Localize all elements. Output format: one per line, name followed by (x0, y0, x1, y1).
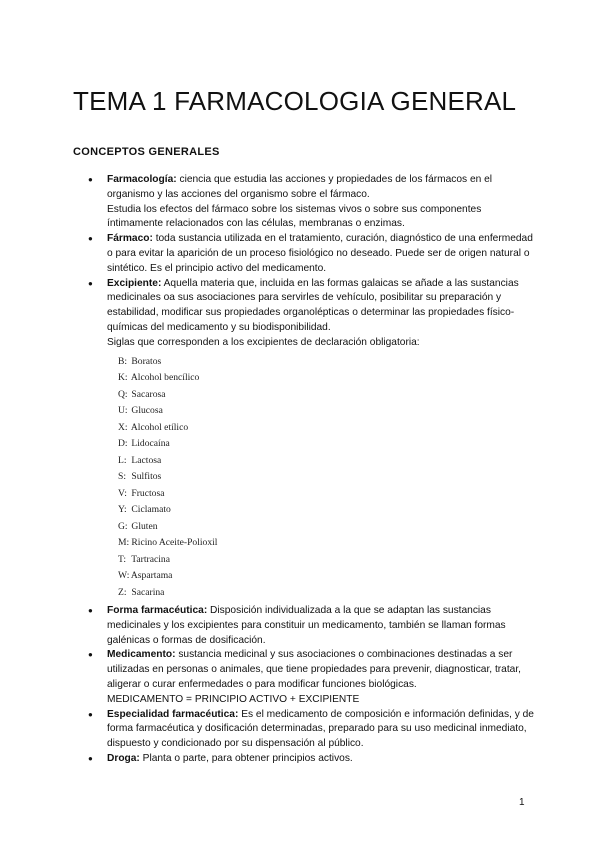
term: Medicamento: (107, 649, 176, 661)
section-heading: CONCEPTOS GENERALES (73, 146, 220, 158)
sigla-item (118, 453, 537, 470)
list-item-medicamento (107, 648, 537, 707)
sigla-name: Fructosa (131, 487, 165, 499)
document-title: TEMA 1 FARMACOLOGIA GENERAL (73, 86, 517, 116)
definition-extra: Estudia los efectos del fármaco sobre los sistemas vivos o sobre sus componentes íntimamente relacionados con las células, membranas o enzimas. (107, 203, 482, 230)
sigla-item (118, 420, 537, 437)
sigla-item (118, 552, 537, 569)
definition-extra: Siglas que corresponden a los excipientes de declaración obligatoria: (107, 336, 420, 348)
sigla-item (118, 535, 537, 552)
sigla-name: Boratos (131, 355, 162, 367)
definition: ciencia que estudia las acciones y propiedades de los fármacos en el organismo y las acciones del organismo sobre el fármaco. (107, 174, 493, 200)
definition: sustancia medicinal y sus asociaciones o combinaciones destinadas a ser utilizadas en personas o animales, que tiene propiedades para prevenir, diagnosticar, tratar, aligerar o curar enfermedades o para modificar funciones biológicas. (107, 649, 521, 691)
sigla-name: Sulfitos (131, 471, 162, 483)
definition: Es el medicamento de composición e información definidas, y de forma farmacéutica y dosificación determinadas, preparado para su uso medicinal inmediato, dispuesto y condicionado por su dispensación al público. (107, 708, 534, 750)
definition: Planta o parte, para obtener principios activos. (139, 753, 353, 765)
sigla-code: W: (118, 570, 130, 582)
list-item-farmaco (107, 232, 537, 276)
list-item-excipiente (107, 277, 537, 601)
sigla-item (118, 486, 537, 503)
sigla-code: T: (118, 553, 127, 565)
term: Droga: (107, 753, 140, 765)
sigla-code: B: (118, 355, 128, 367)
sigla-code: K: (118, 372, 128, 384)
sigla-item (118, 436, 537, 453)
list-item-forma-farmaceutica (107, 604, 537, 648)
sigla-item (118, 585, 537, 602)
sigla-item (118, 469, 537, 486)
definition: Disposición individualizada a la que se adaptan las sustancias medicinales y los excipientes para constituir un medicamento, también se llaman formas galénicas o formas de dosificación. (107, 605, 506, 646)
sigla-name: Alcohol bencílico (130, 372, 200, 384)
sigla-code: S: (118, 471, 127, 483)
sigla-item (118, 502, 537, 519)
definition: toda sustancia utilizada en el tratamiento, curación, diagnóstico de una enfermedad o para evitar la aparición de un proceso fisiológico no deseado. Puede ser de origen natural o sintético. Es el principio activo del medicamento. (107, 233, 533, 274)
sigla-code: Z: (118, 586, 127, 598)
sigla-name: Ricino Aceite-Polioxil (131, 537, 218, 549)
sigla-item (118, 370, 537, 387)
term: Especialidad farmacéutica: (107, 708, 239, 720)
sigla-code: L: (118, 454, 127, 466)
sigla-item (118, 403, 537, 420)
term: Fármaco: (107, 233, 153, 245)
concept-list (107, 173, 537, 767)
definition-extra: MEDICAMENTO = PRINCIPIO ACTIVO + EXCIPIENTE (107, 693, 360, 705)
sigla-code: D: (118, 438, 128, 450)
sigla-name: Gluten (131, 520, 158, 532)
sigla-code: X: (118, 421, 128, 433)
list-item-droga (107, 752, 537, 767)
sigla-code: Y: (118, 504, 127, 516)
sigla-name: Glucosa (131, 405, 163, 417)
sigla-code: U: (118, 405, 128, 417)
siglas-list (118, 354, 537, 602)
sigla-name: Ciclamato (131, 504, 171, 516)
term: Farmacología: (107, 174, 177, 185)
sigla-name: Lactosa (131, 454, 162, 466)
sigla-code: V: (118, 487, 127, 499)
list-item-especialidad-farmaceutica (107, 708, 537, 752)
sigla-code: M: (118, 537, 130, 549)
sigla-name: Alcohol etílico (130, 421, 189, 433)
term: Excipiente: (107, 277, 162, 289)
definition: Aquella materia que, incluida en las formas galaicas se añade a las sustancias medicinales oa sus asociaciones para servirles de vehículo, posibilitar su preparación y estabilidad, modificar sus propiedades organolépticas o determinar las propiedades físico-químicas del medicamento y su biodisponibilidad. (107, 277, 519, 333)
sigla-item (118, 568, 537, 585)
list-item-farmacologia (107, 173, 537, 232)
sigla-name: Lidocaína (131, 438, 170, 450)
sigla-name: Sacarina (131, 586, 165, 598)
sigla-code: Q: (118, 388, 128, 400)
sigla-item (118, 387, 537, 404)
sigla-code: G: (118, 520, 128, 532)
sigla-item (118, 354, 537, 371)
term: Forma farmacéutica: (107, 605, 208, 617)
page-number: 1 (519, 797, 525, 808)
sigla-name: Aspartama (130, 570, 173, 582)
sigla-name: Sacarosa (131, 388, 166, 400)
sigla-name: Tartracina (131, 553, 170, 565)
sigla-item (118, 519, 537, 536)
